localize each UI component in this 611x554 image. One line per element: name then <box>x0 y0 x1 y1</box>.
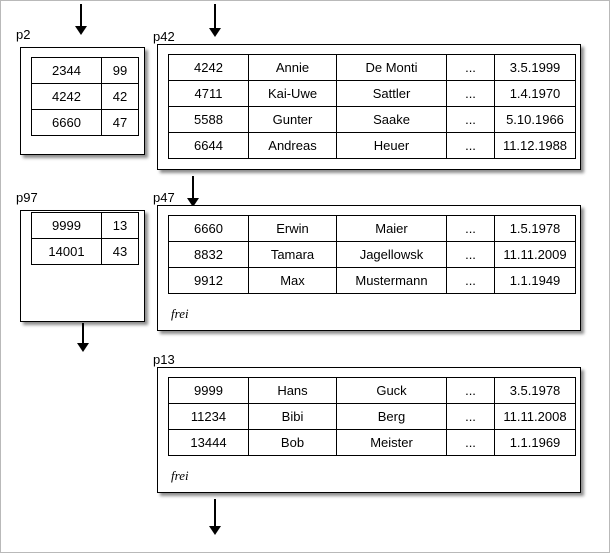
cell-more: ... <box>447 378 495 404</box>
cell-first-name: Max <box>249 268 337 294</box>
table-row <box>169 268 576 294</box>
table-row <box>32 213 139 239</box>
cell-first-name: Kai-Uwe <box>249 81 337 107</box>
cell-key: 2344 <box>32 58 102 84</box>
table-row <box>169 81 576 107</box>
table-row <box>169 378 576 404</box>
cell-more: ... <box>447 242 495 268</box>
cell-pointer: 43 <box>102 239 139 265</box>
table-row <box>169 430 576 456</box>
cell-last-name: Jagellowsk <box>337 242 447 268</box>
cell-date: 11.11.2009 <box>495 242 576 268</box>
cell-date: 1.5.1978 <box>495 216 576 242</box>
cell-last-name: Guck <box>337 378 447 404</box>
cell-key: 4242 <box>32 84 102 110</box>
node-table-p42 <box>168 54 576 159</box>
cell-more: ... <box>447 55 495 81</box>
cell-pointer: 47 <box>102 110 139 136</box>
cell-first-name: Annie <box>249 55 337 81</box>
arrow-out-of-p13-head <box>209 526 221 535</box>
node-table-p47 <box>168 215 576 294</box>
table-row <box>32 58 139 84</box>
cell-last-name: Maier <box>337 216 447 242</box>
free-space-label-p13: frei <box>171 468 189 483</box>
cell-first-name: Gunter <box>249 107 337 133</box>
cell-more: ... <box>447 268 495 294</box>
cell-id: 8832 <box>169 242 249 268</box>
node-label-p2: p2 <box>16 27 31 42</box>
cell-more: ... <box>447 430 495 456</box>
free-space-label-p47: frei <box>171 306 189 321</box>
cell-pointer: 13 <box>102 213 139 239</box>
table-row <box>32 239 139 265</box>
cell-id: 9912 <box>169 268 249 294</box>
cell-first-name: Bob <box>249 430 337 456</box>
cell-first-name: Tamara <box>249 242 337 268</box>
cell-first-name: Erwin <box>249 216 337 242</box>
node-table-p2 <box>31 57 139 136</box>
cell-id: 5588 <box>169 107 249 133</box>
cell-date: 11.11.2008 <box>495 404 576 430</box>
cell-more: ... <box>447 107 495 133</box>
cell-last-name: Saake <box>337 107 447 133</box>
cell-first-name: Bibi <box>249 404 337 430</box>
cell-key: 14001 <box>32 239 102 265</box>
arrow-out-of-p97-head <box>77 343 89 352</box>
arrow-into-p2-head <box>75 26 87 35</box>
cell-date: 1.4.1970 <box>495 81 576 107</box>
arrow-into-p42-head <box>209 28 221 37</box>
cell-key: 9999 <box>32 213 102 239</box>
cell-last-name: Sattler <box>337 81 447 107</box>
cell-id: 13444 <box>169 430 249 456</box>
node-label-p42: p42 <box>153 29 175 44</box>
cell-date: 11.12.1988 <box>495 133 576 159</box>
table-row <box>169 107 576 133</box>
cell-first-name: Hans <box>249 378 337 404</box>
cell-key: 6660 <box>32 110 102 136</box>
node-label-p13: p13 <box>153 352 175 367</box>
cell-date: 3.5.1978 <box>495 378 576 404</box>
cell-last-name: Mustermann <box>337 268 447 294</box>
cell-more: ... <box>447 81 495 107</box>
cell-first-name: Andreas <box>249 133 337 159</box>
cell-last-name: Berg <box>337 404 447 430</box>
table-row <box>32 110 139 136</box>
cell-more: ... <box>447 133 495 159</box>
table-row <box>169 55 576 81</box>
cell-date: 3.5.1999 <box>495 55 576 81</box>
arrow-into-p42-line <box>214 4 216 31</box>
node-label-p47: p47 <box>153 190 175 205</box>
cell-date: 1.1.1969 <box>495 430 576 456</box>
cell-id: 4242 <box>169 55 249 81</box>
cell-id: 9999 <box>169 378 249 404</box>
cell-date: 1.1.1949 <box>495 268 576 294</box>
cell-more: ... <box>447 404 495 430</box>
table-row <box>32 84 139 110</box>
cell-id: 11234 <box>169 404 249 430</box>
node-table-p13 <box>168 377 576 456</box>
table-row <box>169 242 576 268</box>
cell-last-name: Meister <box>337 430 447 456</box>
table-row <box>169 133 576 159</box>
cell-last-name: De Monti <box>337 55 447 81</box>
cell-id: 6660 <box>169 216 249 242</box>
cell-id: 4711 <box>169 81 249 107</box>
cell-date: 5.10.1966 <box>495 107 576 133</box>
cell-pointer: 99 <box>102 58 139 84</box>
cell-more: ... <box>447 216 495 242</box>
table-row <box>169 404 576 430</box>
table-row <box>169 216 576 242</box>
cell-last-name: Heuer <box>337 133 447 159</box>
node-table-p97 <box>31 212 139 265</box>
cell-id: 6644 <box>169 133 249 159</box>
cell-pointer: 42 <box>102 84 139 110</box>
node-label-p97: p97 <box>16 190 38 205</box>
